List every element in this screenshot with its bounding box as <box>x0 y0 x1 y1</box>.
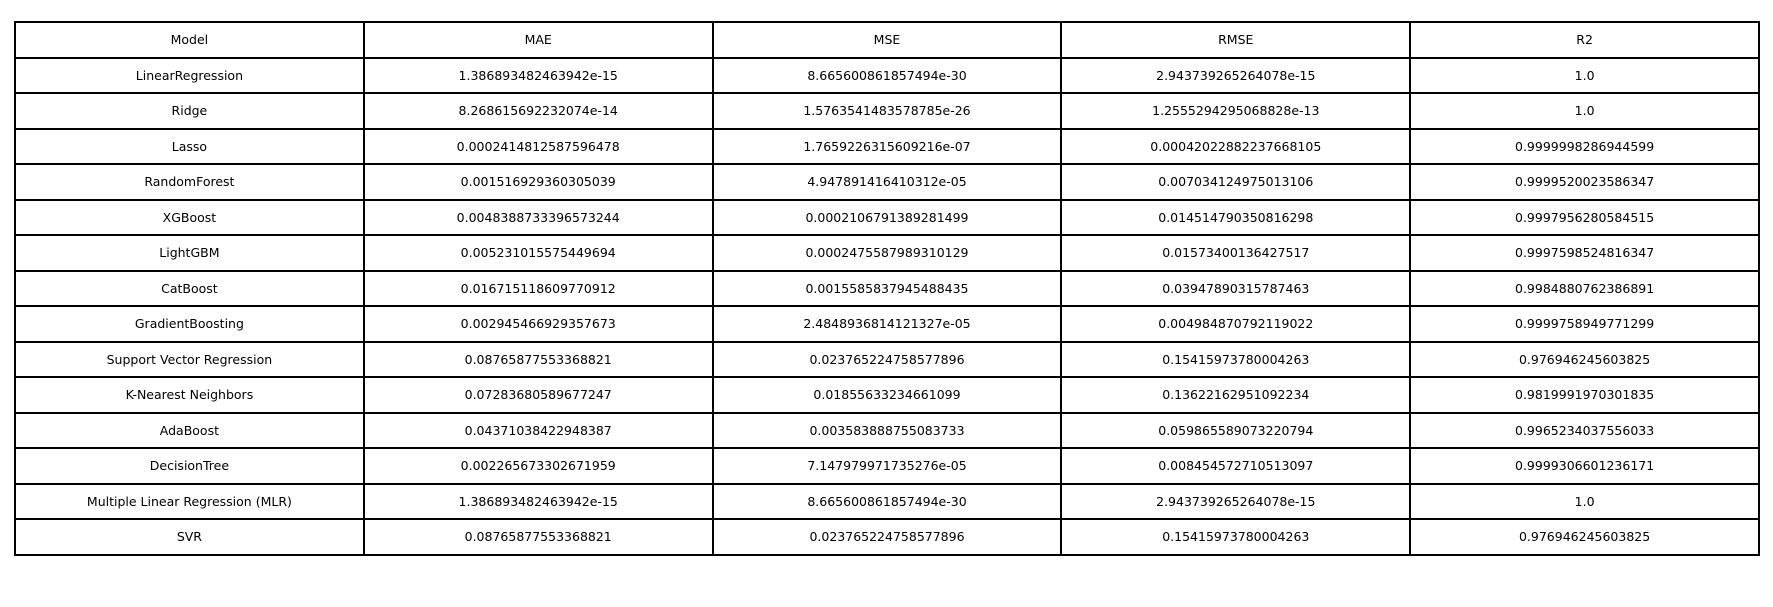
model-cell: Lasso <box>15 129 364 165</box>
model-cell: CatBoost <box>15 271 364 307</box>
rmse-cell: 2.943739265264078e-15 <box>1061 58 1410 94</box>
mae-cell: 0.002265673302671959 <box>364 448 713 484</box>
table-row <box>15 519 1759 555</box>
mae-cell: 0.016715118609770912 <box>364 271 713 307</box>
table-row <box>15 306 1759 342</box>
column-header-rmse: RMSE <box>1061 22 1410 58</box>
mse-cell: 0.003583888755083733 <box>713 413 1062 449</box>
table-body <box>15 58 1759 555</box>
rmse-cell: 0.13622162951092234 <box>1061 377 1410 413</box>
mse-cell: 7.147979971735276e-05 <box>713 448 1062 484</box>
mae-cell: 0.04371038422948387 <box>364 413 713 449</box>
mae-cell: 8.268615692232074e-14 <box>364 93 713 129</box>
mse-cell: 2.4848936814121327e-05 <box>713 306 1062 342</box>
rmse-cell: 0.004984870792119022 <box>1061 306 1410 342</box>
rmse-cell: 1.2555294295068828e-13 <box>1061 93 1410 129</box>
r2-cell: 0.9984880762386891 <box>1410 271 1759 307</box>
r2-cell: 0.9999998286944599 <box>1410 129 1759 165</box>
column-header-model: Model <box>15 22 364 58</box>
rmse-cell: 0.03947890315787463 <box>1061 271 1410 307</box>
rmse-cell: 0.008454572710513097 <box>1061 448 1410 484</box>
model-cell: AdaBoost <box>15 413 364 449</box>
mae-cell: 0.0048388733396573244 <box>364 200 713 236</box>
table-row <box>15 413 1759 449</box>
table-row <box>15 342 1759 378</box>
rmse-cell: 0.01573400136427517 <box>1061 235 1410 271</box>
mse-cell: 4.947891416410312e-05 <box>713 164 1062 200</box>
r2-cell: 0.9999758949771299 <box>1410 306 1759 342</box>
table-row <box>15 93 1759 129</box>
r2-cell: 0.9819991970301835 <box>1410 377 1759 413</box>
r2-cell: 0.9999306601236171 <box>1410 448 1759 484</box>
mae-cell: 0.0002414812587596478 <box>364 129 713 165</box>
mse-cell: 0.0002106791389281499 <box>713 200 1062 236</box>
table-row <box>15 484 1759 520</box>
mse-cell: 0.0015585837945488435 <box>713 271 1062 307</box>
r2-cell: 0.9997956280584515 <box>1410 200 1759 236</box>
r2-cell: 1.0 <box>1410 58 1759 94</box>
model-cell: XGBoost <box>15 200 364 236</box>
r2-cell: 0.9999520023586347 <box>1410 164 1759 200</box>
mse-cell: 1.5763541483578785e-26 <box>713 93 1062 129</box>
column-header-r2: R2 <box>1410 22 1759 58</box>
r2-cell: 0.9997598524816347 <box>1410 235 1759 271</box>
mae-cell: 1.386893482463942e-15 <box>364 484 713 520</box>
mae-cell: 0.07283680589677247 <box>364 377 713 413</box>
mse-cell: 0.023765224758577896 <box>713 519 1062 555</box>
mse-cell: 1.7659226315609216e-07 <box>713 129 1062 165</box>
rmse-cell: 0.007034124975013106 <box>1061 164 1410 200</box>
rmse-cell: 2.943739265264078e-15 <box>1061 484 1410 520</box>
table-row <box>15 448 1759 484</box>
model-cell: Multiple Linear Regression (MLR) <box>15 484 364 520</box>
r2-cell: 0.976946245603825 <box>1410 519 1759 555</box>
mae-cell: 1.386893482463942e-15 <box>364 58 713 94</box>
model-cell: LinearRegression <box>15 58 364 94</box>
table-row <box>15 58 1759 94</box>
model-cell: Support Vector Regression <box>15 342 364 378</box>
mae-cell: 0.005231015575449694 <box>364 235 713 271</box>
r2-cell: 0.976946245603825 <box>1410 342 1759 378</box>
r2-cell: 1.0 <box>1410 484 1759 520</box>
table-row <box>15 164 1759 200</box>
rmse-cell: 0.15415973780004263 <box>1061 519 1410 555</box>
model-cell: LightGBM <box>15 235 364 271</box>
table-row <box>15 235 1759 271</box>
model-cell: K-Nearest Neighbors <box>15 377 364 413</box>
model-cell: GradientBoosting <box>15 306 364 342</box>
mse-cell: 8.665600861857494e-30 <box>713 484 1062 520</box>
table-row <box>15 271 1759 307</box>
column-header-mse: MSE <box>713 22 1062 58</box>
mse-cell: 0.01855633234661099 <box>713 377 1062 413</box>
table-header-row <box>15 22 1759 58</box>
model-cell: RandomForest <box>15 164 364 200</box>
table-row <box>15 200 1759 236</box>
r2-cell: 0.9965234037556033 <box>1410 413 1759 449</box>
mae-cell: 0.08765877553368821 <box>364 519 713 555</box>
mae-cell: 0.002945466929357673 <box>364 306 713 342</box>
mse-cell: 0.0002475587989310129 <box>713 235 1062 271</box>
rmse-cell: 0.15415973780004263 <box>1061 342 1410 378</box>
model-cell: DecisionTree <box>15 448 364 484</box>
model-metrics-table <box>14 21 1760 556</box>
model-cell: Ridge <box>15 93 364 129</box>
r2-cell: 1.0 <box>1410 93 1759 129</box>
mae-cell: 0.08765877553368821 <box>364 342 713 378</box>
model-cell: SVR <box>15 519 364 555</box>
mse-cell: 8.665600861857494e-30 <box>713 58 1062 94</box>
table-row <box>15 129 1759 165</box>
rmse-cell: 0.059865589073220794 <box>1061 413 1410 449</box>
mse-cell: 0.023765224758577896 <box>713 342 1062 378</box>
column-header-mae: MAE <box>364 22 713 58</box>
rmse-cell: 0.014514790350816298 <box>1061 200 1410 236</box>
rmse-cell: 0.00042022882237668105 <box>1061 129 1410 165</box>
mae-cell: 0.001516929360305039 <box>364 164 713 200</box>
table-row <box>15 377 1759 413</box>
